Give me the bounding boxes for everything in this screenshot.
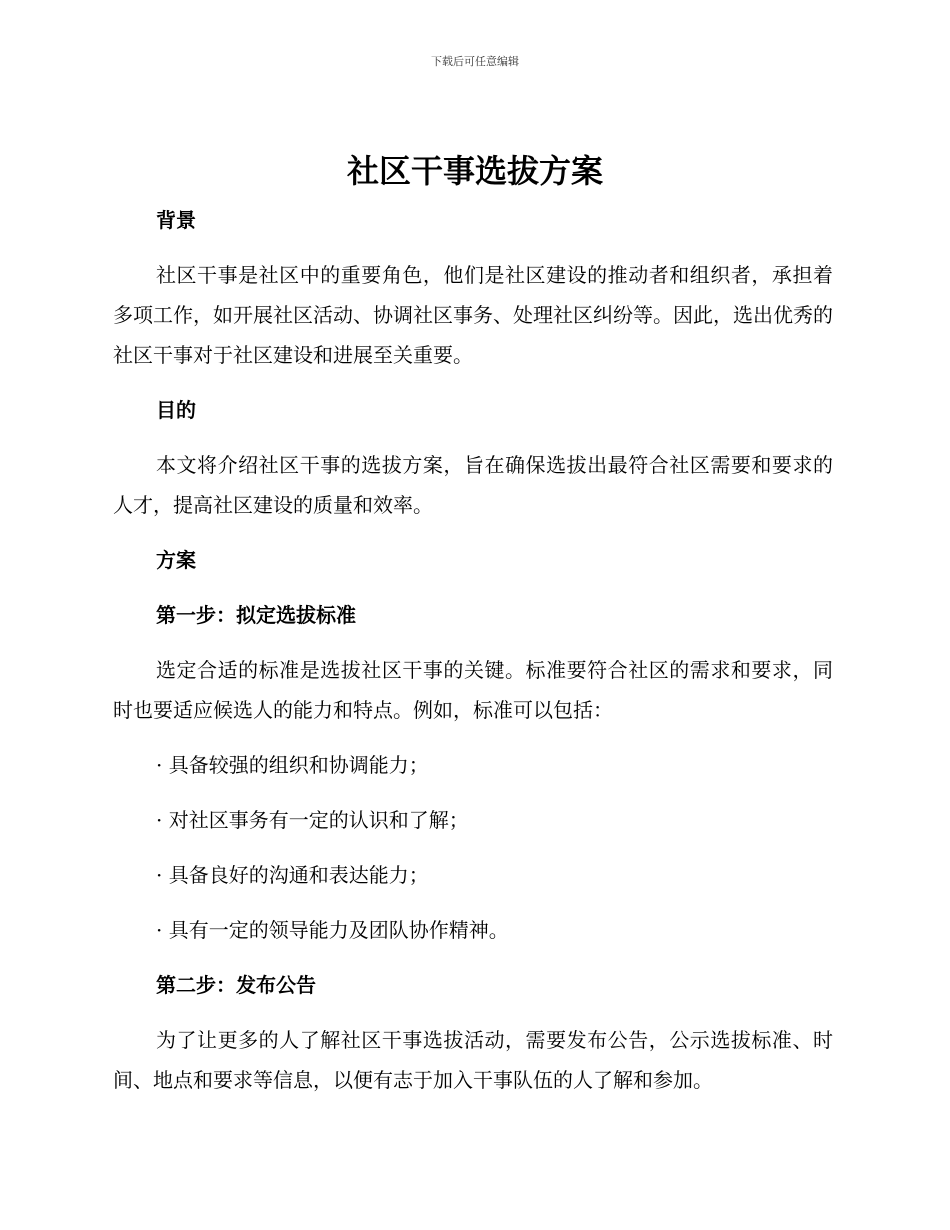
list-item: · 具有一定的领导能力及团队协作精神。 <box>156 918 509 942</box>
list-item: · 具备良好的沟通和表达能力； <box>156 863 429 887</box>
section-heading-plan: 方案 <box>156 548 196 572</box>
page-title: 社区干事选拔方案 <box>346 152 603 190</box>
paragraph-step1: 选定合适的标准是选拔社区干事的关键。标准要符合社区的需求和要求，同时也要适应候选人的能力和特点。例如，标准可以包括： <box>113 658 833 722</box>
paragraph-background: 社区干事是社区中的重要角色，他们是社区建设的推动者和组织者，承担着多项工作，如开展社区活动、协调社区事务、处理社区纠纷等。因此，选出优秀的社区干事对于社区建设和进展至关重要。 <box>113 263 833 367</box>
list-item: · 具备较强的组织和协调能力； <box>156 753 429 777</box>
paragraph-step2: 为了让更多的人了解社区干事选拔活动，需要发布公告，公示选拔标准、时间、地点和要求等信息，以便有志于加入干事队伍的人了解和参加。 <box>113 1028 833 1092</box>
section-heading-step2: 第二步：发布公告 <box>156 973 316 997</box>
section-heading-step1: 第一步：拟定选拔标准 <box>156 603 356 627</box>
paragraph-purpose: 本文将介绍社区干事的选拔方案，旨在确保选拔出最符合社区需要和要求的人才，提高社区建设的质量和效率。 <box>113 453 833 517</box>
document-body <box>113 200 833 1100</box>
list-item: · 对社区事务有一定的认识和了解； <box>156 808 469 832</box>
section-heading-background: 背景 <box>156 208 196 232</box>
section-heading-purpose: 目的 <box>156 398 196 422</box>
header-note: 下载后可任意编辑 <box>431 55 519 68</box>
